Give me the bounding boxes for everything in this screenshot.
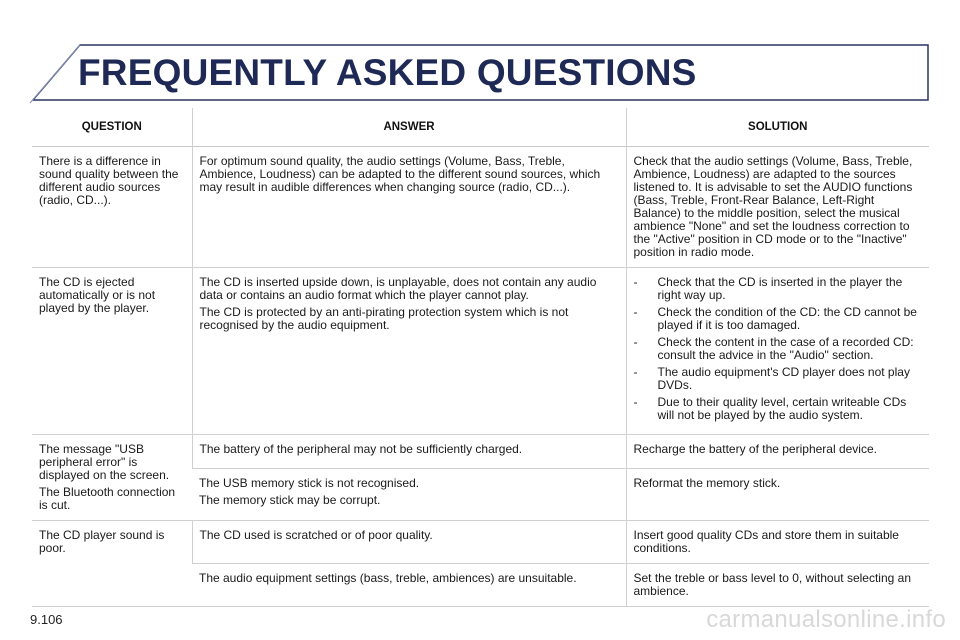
solution-list-item: - Check the condition of the CD: the CD cannot be played if it is too damaged. bbox=[634, 306, 923, 332]
table-row bbox=[32, 147, 929, 268]
answer-cell bbox=[192, 521, 626, 564]
question-cell bbox=[32, 268, 192, 435]
solution-list-item: - Due to their quality level, certain writeable CDs will not be played by the audio system. bbox=[634, 396, 923, 422]
title-banner bbox=[0, 0, 960, 110]
table-row bbox=[32, 435, 929, 469]
answer-text: The USB memory stick is not recognised. bbox=[199, 475, 420, 490]
solution-cell bbox=[626, 468, 929, 521]
answer-text: For optimum sound quality, the audio settings (Volume, Bass, Treble, Ambience, Loudness) can be adapted to the different sound sources, which may result in audible differences when changing source (radio, CD...). bbox=[199, 154, 601, 194]
column-header-solution: SOLUTION bbox=[626, 108, 929, 147]
answer-text: The CD used is scratched or of poor quality. bbox=[199, 528, 433, 542]
solution-list bbox=[634, 276, 923, 422]
page-number: 9.106 bbox=[30, 612, 63, 627]
solution-cell bbox=[626, 521, 929, 564]
answer-cell bbox=[192, 268, 626, 435]
question-cell bbox=[32, 435, 192, 521]
watermark: carmanualsonline.info bbox=[706, 606, 946, 633]
solution-cell bbox=[626, 147, 929, 268]
answer-text: The audio equipment settings (bass, treble, ambiences) are unsuitable. bbox=[199, 571, 577, 585]
solution-text: Recharge the battery of the peripheral device. bbox=[633, 442, 877, 456]
solution-text: Reformat the memory stick. bbox=[633, 475, 781, 490]
solution-list-item: - The audio equipment's CD player does not play DVDs. bbox=[634, 366, 923, 392]
solution-text: Set the treble or bass level to 0, without selecting an ambience. bbox=[633, 571, 911, 598]
question-text: The message "USB peripheral error" is displayed on the screen. bbox=[39, 442, 170, 482]
faq-table bbox=[32, 108, 929, 607]
column-header-answer: ANSWER bbox=[192, 108, 626, 147]
solution-cell bbox=[626, 268, 929, 435]
answer-text: The battery of the peripheral may not be sufficiently charged. bbox=[199, 442, 523, 456]
answer-cell bbox=[192, 147, 626, 268]
answer-text: The memory stick may be corrupt. bbox=[199, 492, 381, 507]
answer-cell bbox=[192, 468, 626, 521]
answer-text: The CD is protected by an anti-pirating protection system which is not recognised by the audio equipment. bbox=[199, 305, 569, 332]
question-cell bbox=[32, 147, 192, 268]
question-cell bbox=[32, 521, 192, 607]
solution-list-item: - Check that the CD is inserted in the player the right way up. bbox=[634, 276, 923, 302]
question-text: The Bluetooth connection is cut. bbox=[39, 485, 176, 512]
table-row bbox=[32, 268, 929, 435]
solution-text: Check that the audio settings (Volume, Bass, Treble, Ambience, Loudness) are adapted to the sources listened to. It is advisable to set the AUDIO functions (Bass, Treble, Front-Rear Balance, Left-Right Balance) to the middle position, select the musical ambience "None" and set the loudness correction to the "Active" position in CD mode or to the "Inactive" position in radio mode. bbox=[633, 154, 913, 259]
question-text: The CD player sound is poor. bbox=[39, 528, 165, 555]
question-text: There is a difference in sound quality between the different audio sources (radio, CD...). bbox=[39, 154, 179, 207]
answer-cell bbox=[192, 564, 626, 607]
answer-text: The CD is inserted upside down, is unplayable, does not contain any audio data or contains an audio format which the player cannot play. bbox=[199, 275, 597, 302]
page-title: FREQUENTLY ASKED QUESTIONS bbox=[78, 52, 697, 93]
question-text: The CD is ejected automatically or is not played by the player. bbox=[39, 275, 156, 315]
column-header-question: QUESTION bbox=[32, 108, 192, 147]
solution-list-item: - Check the content in the case of a recorded CD: consult the advice in the "Audio" section. bbox=[634, 336, 923, 362]
table-header-row bbox=[32, 108, 929, 147]
solution-text: Insert good quality CDs and store them in suitable conditions. bbox=[633, 528, 899, 555]
table-row bbox=[32, 521, 929, 564]
answer-cell bbox=[192, 435, 626, 469]
solution-cell bbox=[626, 435, 929, 469]
solution-cell bbox=[626, 564, 929, 607]
